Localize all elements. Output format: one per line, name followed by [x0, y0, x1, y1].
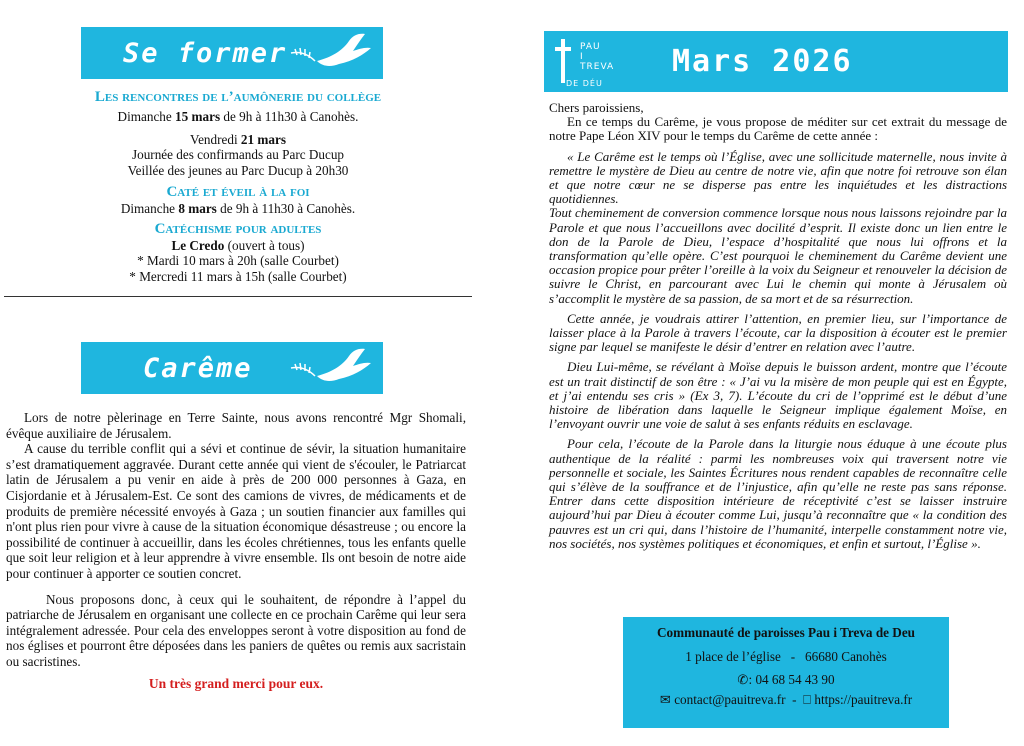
cross-icon [552, 37, 574, 85]
contact-address: 1 place de l’église - 66680 Canohès [685, 649, 887, 664]
letter-intro: En ce temps du Carême, je vous propose de méditer sur cet extrait du message de notre Pape Léon XIV pour le temps du Carême de cette année : [549, 114, 1007, 144]
mars-banner-title: Mars 2026 [672, 44, 853, 79]
mars-banner [544, 31, 1008, 92]
aumonerie-line-2: Vendredi 21 mars [190, 131, 286, 147]
se-former-section [24, 88, 452, 284]
careme-banner [81, 342, 383, 394]
pau-i-treva-logo [550, 35, 618, 89]
quote-paragraph-2: Tout cheminement de conversion commence lorsque nous nous laissons rejoindre par la Parole et que nous l’accueillons avec docilité d’esprit. Il existe donc un lien entre le don de la Parole de Dieu, l’espace d’hospitalité que nous lui offrons et la transformation qu’elle opère. C’est pourquoi le cheminement du Carême devient une occasion propice pour prêter l’oreille à la voix du Seigneur et renouveler la décision de suivre le Christ, en parcourant avec Lui le chemin qui monte à Jérusalem où s’accomplit le mystère de sa passion, de sa mort et de sa résurrection. [549, 205, 1007, 306]
careme-paragraph-3: Nous proposons donc, à ceux qui le souhaitent, de répondre à l’appel du patriarche de Jérusalem en organisant une collecte en ce prochain Carême qui leur sera intégralement adressée. Pour cela des enveloppes seront à votre disposition au fond de nos églises et pourront être déposées dans les paniers de quêtes ou remis aux sacristain ou sacristines. [6, 591, 466, 669]
careme-paragraph-1: Lors de notre pèlerinage en Terre Sainte, nous avons rencontré Mgr Shomali, évêque auxiliaire de Jérusalem. [6, 410, 466, 441]
contact-separator: - [792, 692, 797, 707]
careme-paragraph-2: A cause du terrible conflit qui a sévi et continue de sévir, la situation humanitaire s’est dramatiquement aggravée. Durant cette année qui vient de s'écouler, le Patriarcat latin de Jérusalem a pu venir en aide à près de 200 000 personnes à Gaza, en Cisjordanie et à Jérusalem-Est. Ce sont des camions de vivres, de médicaments et de produits de première nécessité envoyés à Gaza ; un soutien financier aux familles qui n'ont plus rien pour vivre à cause de la situation économique désastreuse ; ou encore la possibilité de continuer à accueillir, dans les écoles chrétiennes, tous les enfants quelle que soit leur religion et à leur apprendre à vivre ensemble. Ils ont besoin de notre aide pour continuer à apporter ce soutien concret. [6, 441, 466, 581]
phone-icon: ✆ [737, 672, 749, 687]
cate-line-1: Dimanche 8 mars de 9h à 11h30 à Canohès. [120, 201, 356, 216]
catechisme-line-3: * Mercredi 11 mars à 15h (salle Courbet) [129, 268, 347, 284]
catechisme-line-2: * Mardi 10 mars à 20h (salle Courbet) [137, 253, 339, 268]
dove-icon [287, 346, 377, 390]
aumonerie-line-3: Journée des confirmands au Parc Ducup [131, 147, 345, 162]
careme-banner-title: Carême [143, 353, 253, 384]
section-title-catechisme: Catéchisme pour adultes [154, 220, 322, 237]
contact-title: Communauté de paroisses Pau i Treva de Deu [656, 625, 916, 640]
letter-greeting: Chers paroissiens, [549, 100, 644, 115]
aumonerie-line-4: Veillée des jeunes au Parc Ducup à 20h30 [127, 162, 349, 178]
se-former-banner-title: Se former [123, 38, 288, 69]
quote-paragraph-3: Cette année, je voudrais attirer l’attention, en premier lieu, sur l’importance de laisser place à la Parole à travers l’écoute, car la disposition à écouter est le premier signe par lequel se manifeste le désir d’entrer en relation avec l’autre. [549, 310, 1007, 355]
aumonerie-line-1: Dimanche 15 mars de 9h à 11h30 à Canohès. [117, 109, 359, 124]
quote-paragraph-5: Pour cela, l’écoute de la Parole dans la liturgie nous éduque à une écoute plus authentique de la réalité : parmi les nombreuses voix qui traversent notre vie personnelle et sociale, les Saintes Écritures nous rendent capables de reconnaître celle qui s’élève de la souffrance et de l’injustice, afin qu’elle ne reste pas sans réponse. Entrer dans cette disposition intérieure de réceptivité c’est se laisser instruire aujourd’hui par Dieu à écouter comme Lui, jusqu’à reconnaître que « la condition des pauvres est un cri qui, dans l’histoire de l’humanité, interpelle constamment notre vie, nos sociétés, nos systèmes politiques et économiques, et enfin et surtout, l’Église ». [549, 436, 1007, 551]
dove-icon [287, 31, 377, 75]
contact-links-row [623, 690, 949, 710]
careme-thanks: Un très grand merci pour eux. [148, 675, 324, 691]
section-divider [4, 296, 472, 297]
section-title-aumonerie: Les rencontres de l’aumônerie du collège [94, 89, 382, 105]
email-icon: ✉ [659, 692, 671, 707]
logo-text-4: DE DÉU [566, 79, 603, 88]
section-title-cate: Caté et éveil à la foi [166, 184, 310, 200]
computer-icon: ⎕ [803, 692, 812, 707]
contact-email[interactable]: contact@pauitreva.fr [674, 692, 786, 707]
se-former-banner [81, 27, 383, 79]
careme-text [6, 410, 466, 691]
logo-text-3: TREVA [580, 62, 615, 72]
quote-paragraph-1: « Le Carême est le temps où l’Église, avec une sollicitude maternelle, nous invite à remettre le mystère de Dieu au centre de notre vie, afin que notre foi retrouve son élan et que notre cœur ne se disperse pas entre les inquiétudes et les distractions quotidiennes. [549, 148, 1007, 207]
letter-text [549, 101, 1007, 551]
logo-text-1: PAU [580, 42, 601, 52]
catechisme-line-1: Le Credo (ouvert à tous) [171, 237, 305, 253]
contact-website[interactable]: https://pauitreva.fr [814, 692, 913, 707]
contact-phone[interactable]: : 04 68 54 43 90 [748, 672, 835, 687]
contact-box [623, 617, 949, 728]
contact-phone-row [623, 670, 949, 690]
quote-paragraph-4: Dieu Lui-même, se révélant à Moïse depuis le buisson ardent, montre que l’écoute est un trait distinctif de son être : « J’ai vu la misère de mon peuple qui est en Égypte, et j’ai entendu ses cris » (Ex 3, 7). L’écoute du cri de l’opprimé est le début d’une histoire de libération dans laquelle le Seigneur implique également Moïse, en l’envoyant ouvrir une voie de salut à ses enfants réduits en esclavage. [549, 359, 1007, 432]
logo-text-2: I [580, 52, 584, 62]
